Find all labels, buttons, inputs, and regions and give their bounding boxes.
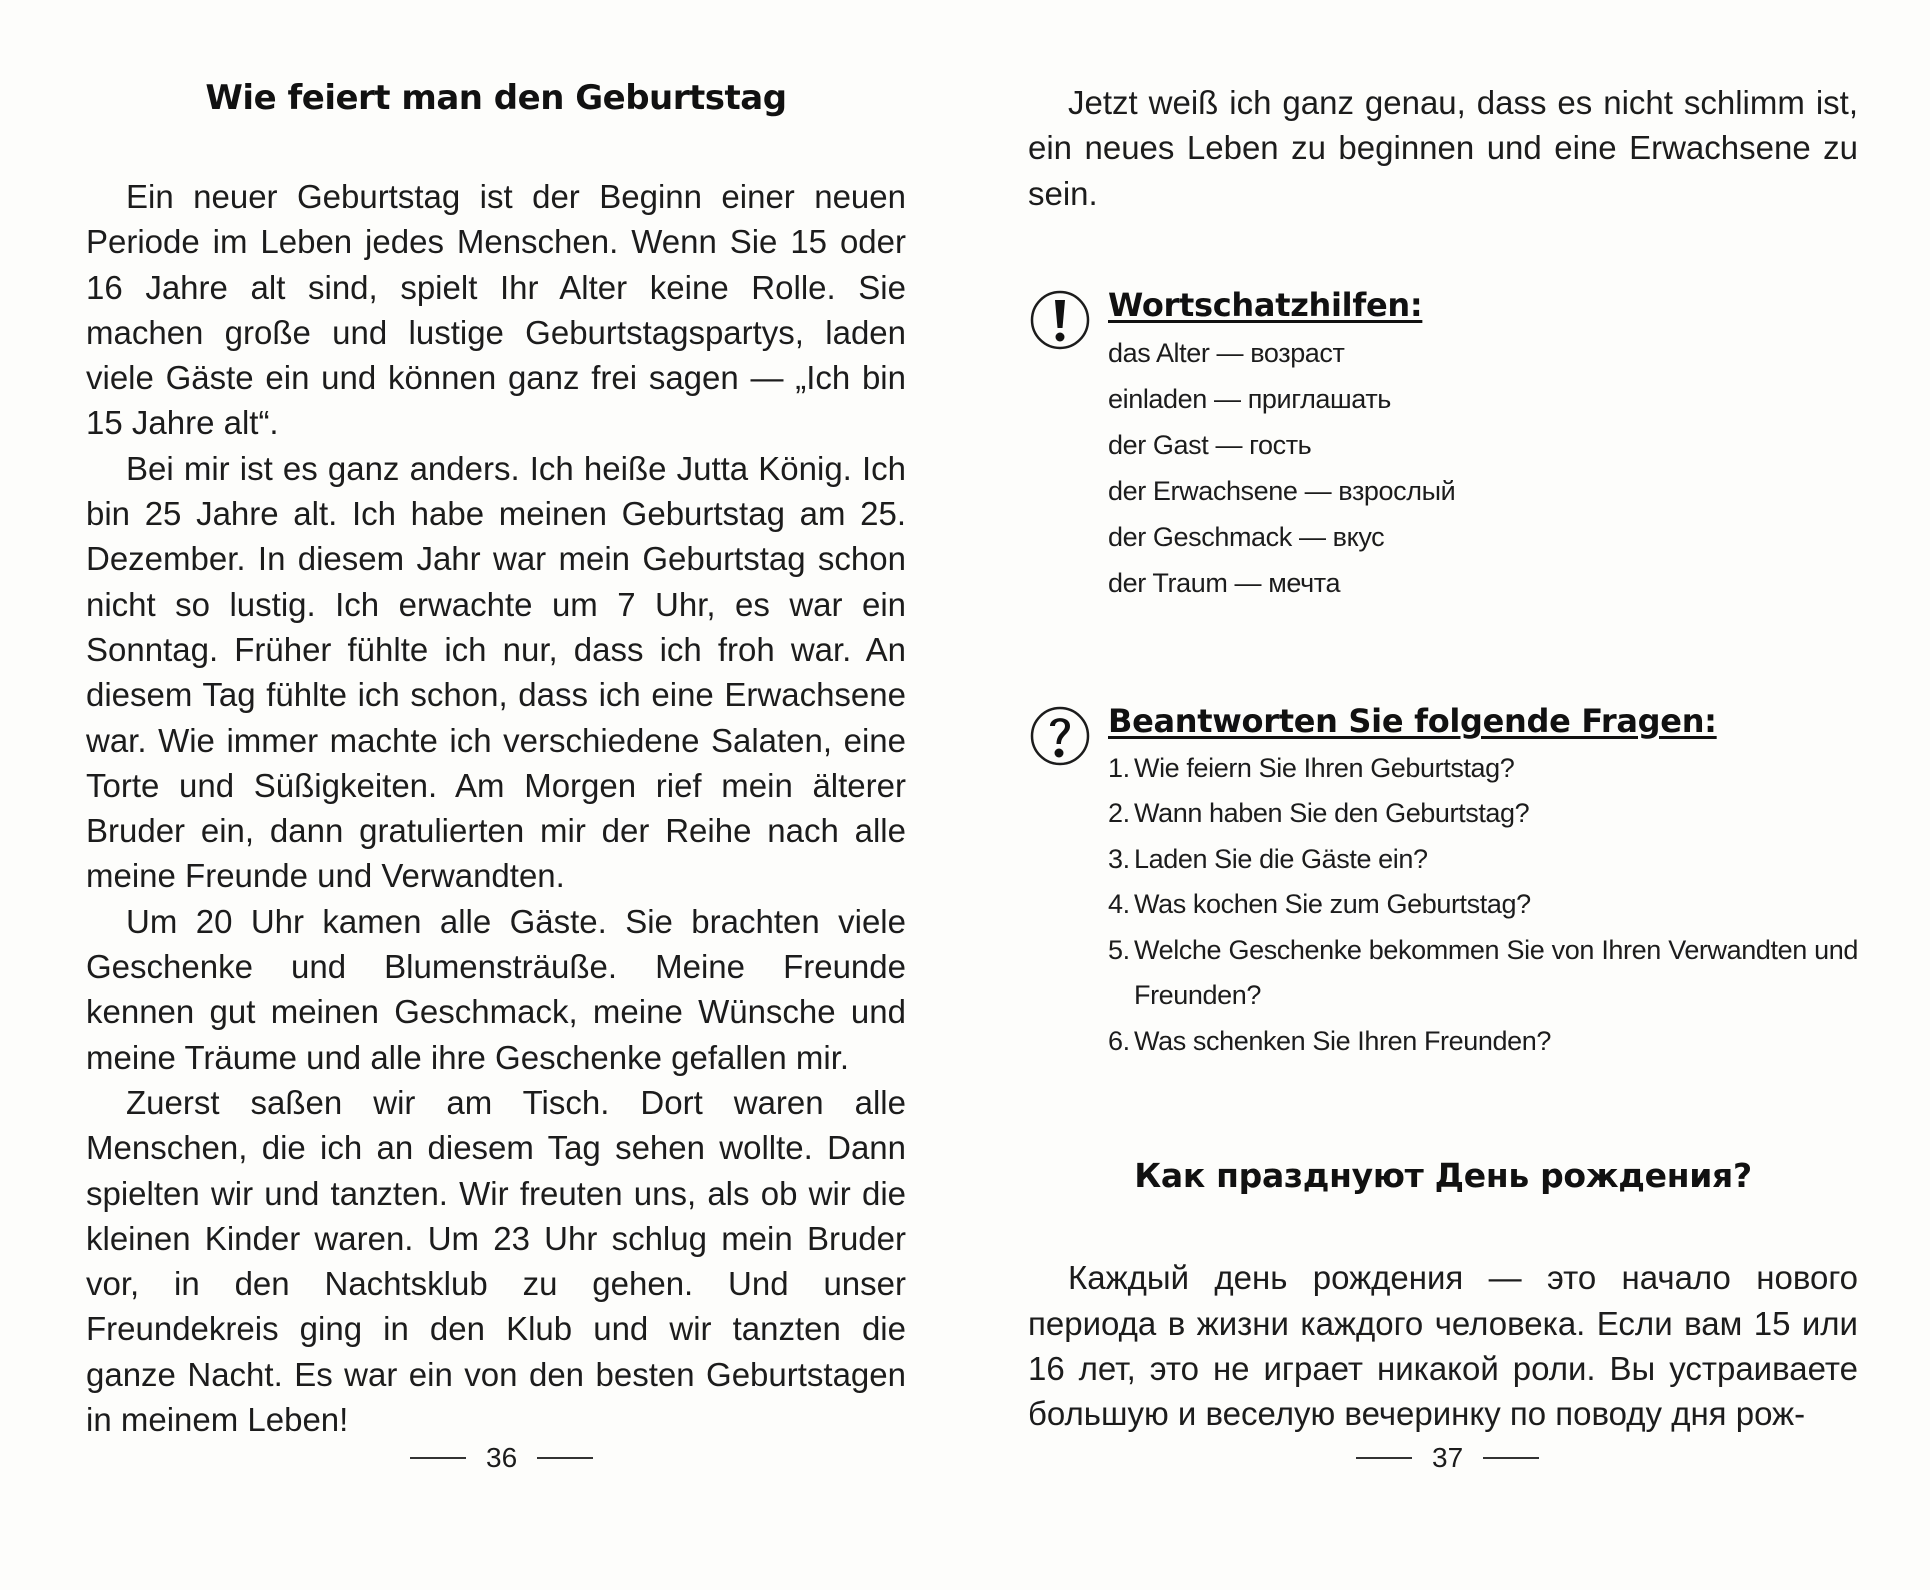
questions-block [1028, 702, 1858, 1065]
vocab-item: der Traum — мечта [1108, 567, 1341, 598]
right-page-number-text: 37 [1432, 1442, 1464, 1473]
question-number: 3. [1108, 843, 1130, 874]
vocab-item: der Geschmack — вкус [1108, 521, 1385, 552]
page-number-dash [537, 1457, 593, 1459]
right-page-number [1356, 1442, 1539, 1474]
question-text: Was schenken Sie Ihren Freunden? [1134, 1025, 1551, 1056]
left-page-title: Wie feiert man den Geburtstag [205, 78, 787, 118]
vocab-block [1028, 286, 1858, 606]
page-number-dash [410, 1457, 466, 1459]
question-text: Welche Geschenke bekommen Sie von Ihren Verwandten und Freunden? [1134, 934, 1858, 1011]
question-text: Laden Sie die Gäste ein? [1134, 843, 1428, 874]
question-number: 5. [1108, 934, 1130, 965]
left-paragraph-2: Bei mir ist es ganz anders. Ich heiße Jutta König. Ich bin 25 Jahre alt. Ich habe meinen Geburtstag am 25. Dezember. In diesem Jahr war mein Geburtstag schon nicht so lustig. Ich erwachte um 7 Uhr, es war ein Sonntag. Früher fühlte ich nur, dass ich froh war. An diesem Tag fühlte ich schon, dass ich eine Erwachsene war. Wie immer machte ich verschiedene Salaten, eine Torte und Süßigkeiten. Am Morgen rief mein älterer Bruder ein, dann gratulierten mir der Reihe nach alle meine Freunde und Verwandten. [86, 449, 906, 895]
russian-section-title: Как празднуют День рождения? [1134, 1156, 1752, 1196]
question-item [1108, 882, 1858, 928]
questions-list [1108, 746, 1858, 1065]
question-number: 2. [1108, 798, 1130, 829]
question-item [1108, 837, 1858, 883]
page-number-dash [1483, 1457, 1539, 1459]
question-item [1108, 928, 1858, 1019]
question-text: Wann haben Sie den Geburtstag? [1134, 798, 1530, 829]
question-number: 6. [1108, 1025, 1130, 1056]
left-page [86, 70, 906, 1442]
vocab-heading: Wortschatzhilfen: [1108, 285, 1423, 324]
question-icon [1028, 704, 1092, 768]
question-item [1108, 1019, 1858, 1065]
question-item [1108, 791, 1858, 837]
left-page-number-text: 36 [486, 1442, 518, 1473]
page-number-dash [1356, 1457, 1412, 1459]
left-paragraph-3: Um 20 Uhr kamen alle Gäste. Sie brachten viele Geschenke und Blumensträuße. Meine Freunde kennen gut meinen Geschmack, meine Wünsche und meine Träume und alle ihre Geschenke gefallen mir. [86, 902, 906, 1076]
question-number: 4. [1108, 889, 1130, 920]
vocab-list [1108, 330, 1858, 606]
right-page [1028, 80, 1858, 1437]
left-paragraph-1: Ein neuer Geburtstag ist der Beginn einer neuen Periode im Leben jedes Menschen. Wenn Sie 15 oder 16 Jahre alt sind, spielt Ihr Alter keine Rolle. Sie machen große und lustige Geburtstagspartys, laden viele Gäste ein und können ganz frei sagen — „Ich bin 15 Jahre alt“. [86, 178, 906, 442]
question-item [1108, 746, 1858, 792]
vocab-item: der Gast — гость [1108, 429, 1312, 460]
question-text: Was kochen Sie zum Geburtstag? [1134, 889, 1531, 920]
question-number: 1. [1108, 752, 1130, 783]
left-page-number [410, 1442, 593, 1474]
vocab-item: einladen — приглашать [1108, 383, 1391, 414]
left-paragraph-4: Zuerst saßen wir am Tisch. Dort waren alle Menschen, die ich an diesem Tag sehen wollte. Dann spielten wir und tanzten. Wir freuten uns, als ob wir die kleinen Kinder waren. Um 23 Uhr schlug mein Bruder vor, in den Nachtsklub zu gehen. Und unser Freundekreis ging in den Klub und wir tanzten die ganze Nacht. Es war ein von den besten Geburtstagen in meinem Leben! [86, 1083, 906, 1439]
vocab-item: der Erwachsene — взрослый [1108, 475, 1456, 506]
exclamation-icon [1028, 288, 1092, 352]
questions-heading: Beantworten Sie folgende Fragen: [1108, 701, 1717, 740]
right-intro-paragraph: Jetzt weiß ich ganz genau, dass es nicht schlimm ist, ein neues Leben zu beginnen und eine Erwachsene zu sein. [1028, 84, 1858, 212]
vocab-item: das Alter — возраст [1108, 337, 1345, 368]
question-text: Wie feiern Sie Ihren Geburtstag? [1134, 752, 1515, 783]
russian-paragraph: Каждый день рождения — это начало нового периода в жизни каждого человека. Если вам 15 или 16 лет, это не играет никакой роли. Вы устраиваете большую и веселую вечеринку по поводу дня рож- [1028, 1259, 1858, 1433]
